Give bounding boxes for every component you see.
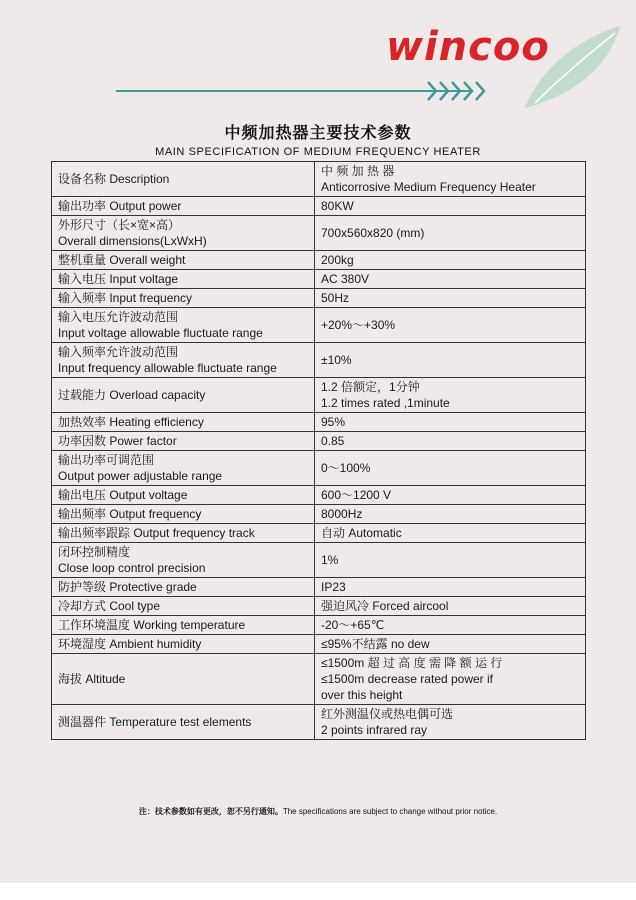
spec-label: 输出电压 Output voltage xyxy=(58,488,188,502)
spec-row xyxy=(52,654,586,705)
spec-label: 输入频率 Input frequency xyxy=(58,291,193,305)
document-title xyxy=(0,120,636,158)
spec-value-cell xyxy=(315,524,586,543)
spec-value: ≤95%不结露 no dew xyxy=(321,637,430,651)
spec-value: 95% xyxy=(321,415,346,429)
spec-row xyxy=(52,308,586,343)
spec-value: 700x560x820 (mm) xyxy=(321,226,425,240)
spec-value-cell xyxy=(315,705,586,740)
spec-value-cell xyxy=(315,616,586,635)
specification-table-body xyxy=(52,162,586,740)
spec-row xyxy=(52,251,586,270)
spec-value: over this height xyxy=(321,688,403,702)
spec-value: 50Hz xyxy=(321,291,350,305)
spec-row xyxy=(52,505,586,524)
spec-value: 1.2 倍额定，1分钟 xyxy=(321,380,420,394)
spec-value-cell xyxy=(315,635,586,654)
spec-value-cell xyxy=(315,378,586,413)
spec-label: 海拔 Altitude xyxy=(58,672,126,686)
spec-value-cell xyxy=(315,197,586,216)
spec-label-cell xyxy=(52,432,315,451)
spec-value: 0.85 xyxy=(321,434,345,448)
spec-label: 输出频率 Output frequency xyxy=(58,507,202,521)
spec-label: 环境湿度 Ambient humidity xyxy=(58,637,202,651)
spec-label-cell xyxy=(52,705,315,740)
spec-value-cell xyxy=(315,432,586,451)
spec-label-cell xyxy=(52,543,315,578)
spec-value: 0～100% xyxy=(321,461,371,475)
spec-label: 冷却方式 Cool type xyxy=(58,599,161,613)
spec-value-cell xyxy=(315,578,586,597)
spec-value-cell xyxy=(315,270,586,289)
spec-value-cell xyxy=(315,216,586,251)
spec-row xyxy=(52,635,586,654)
spec-label-cell xyxy=(52,413,315,432)
spec-row xyxy=(52,486,586,505)
spec-label: 设备名称 Description xyxy=(58,172,170,186)
spec-value-cell xyxy=(315,451,586,486)
spec-label: 功率因数 Power factor xyxy=(58,434,177,448)
spec-row xyxy=(52,543,586,578)
footnote-chinese: 注：技术参数如有更改，恕不另行通知。 xyxy=(138,807,283,816)
spec-value: -20～+65℃ xyxy=(321,618,385,632)
spec-value: 2 points infrared ray xyxy=(321,723,428,737)
spec-row xyxy=(52,524,586,543)
spec-value-cell xyxy=(315,654,586,705)
spec-label: 闭环控制精度 xyxy=(58,545,131,559)
spec-label: 工作环境温度 Working temperature xyxy=(58,618,246,632)
spec-label-cell xyxy=(52,378,315,413)
spec-value-cell xyxy=(315,597,586,616)
spec-value: AC 380V xyxy=(321,272,370,286)
spec-label-cell xyxy=(52,486,315,505)
spec-value: Anticorrosive Medium Frequency Heater xyxy=(321,180,536,194)
brand-logo xyxy=(110,8,630,118)
spec-value: 200kg xyxy=(321,253,354,267)
spec-label: 防护等级 Protective grade xyxy=(58,580,197,594)
spec-label: Close loop control precision xyxy=(58,561,206,575)
spec-row xyxy=(52,343,586,378)
spec-label: 过载能力 Overload capacity xyxy=(58,388,206,402)
spec-value: 600～1200 V xyxy=(321,488,392,502)
spec-row xyxy=(52,162,586,197)
spec-label: 输出频率跟踪 Output frequency track xyxy=(58,526,255,540)
spec-label: Output power adjustable range xyxy=(58,469,223,483)
spec-value-cell xyxy=(315,343,586,378)
spec-label-cell xyxy=(52,597,315,616)
spec-value-cell xyxy=(315,543,586,578)
spec-value: IP23 xyxy=(321,580,346,594)
spec-value: 1% xyxy=(321,553,339,567)
spec-value: +20%～+30% xyxy=(321,318,396,332)
spec-row xyxy=(52,216,586,251)
spec-label: 加热效率 Heating efficiency xyxy=(58,415,204,429)
spec-value-cell xyxy=(315,505,586,524)
footnote xyxy=(0,806,636,817)
spec-value: 中 频 加 热 器 xyxy=(321,164,395,178)
spec-value-cell xyxy=(315,162,586,197)
spec-row xyxy=(52,705,586,740)
spec-value-cell xyxy=(315,413,586,432)
spec-label-cell xyxy=(52,524,315,543)
spec-row xyxy=(52,197,586,216)
spec-value: ≤1500m 超 过 高 度 需 降 额 运 行 xyxy=(321,656,503,670)
footnote-english: The specifications are subject to change without prior notice. xyxy=(282,807,498,816)
spec-value: 8000Hz xyxy=(321,507,363,521)
spec-value-cell xyxy=(315,308,586,343)
spec-label-cell xyxy=(52,216,315,251)
spec-label-cell xyxy=(52,343,315,378)
spec-label-cell xyxy=(52,251,315,270)
spec-label: 输出功率可调范围 xyxy=(58,453,155,467)
spec-label-cell xyxy=(52,616,315,635)
spec-value: 80KW xyxy=(321,199,354,213)
spec-value: ±10% xyxy=(321,353,352,367)
spec-row xyxy=(52,597,586,616)
spec-label: Input frequency allowable fluctuate range xyxy=(58,361,277,375)
title-english: MAIN SPECIFICATION OF MEDIUM FREQUENCY HEATER xyxy=(155,146,481,158)
spec-row xyxy=(52,378,586,413)
spec-label: 输入电压 Input voltage xyxy=(58,272,179,286)
spec-label-cell xyxy=(52,270,315,289)
spec-label: 测温器件 Temperature test elements xyxy=(58,715,252,729)
spec-value: ≤1500m decrease rated power if xyxy=(321,672,494,686)
spec-label-cell xyxy=(52,197,315,216)
spec-value: 红外测温仪或热电偶可选 xyxy=(321,707,454,721)
spec-label: 输入频率允许波动范围 xyxy=(58,345,179,359)
spec-label-cell xyxy=(52,289,315,308)
spec-row xyxy=(52,578,586,597)
spec-label-cell xyxy=(52,451,315,486)
spec-row xyxy=(52,616,586,635)
spec-label-cell xyxy=(52,162,315,197)
spec-label-cell xyxy=(52,505,315,524)
spec-label: 输出功率 Output power xyxy=(58,199,182,213)
spec-label-cell xyxy=(52,308,315,343)
spec-value-cell xyxy=(315,251,586,270)
spec-value-cell xyxy=(315,289,586,308)
logo-graphic-icon xyxy=(110,8,630,118)
specification-table xyxy=(51,161,586,740)
spec-row xyxy=(52,270,586,289)
spec-label: 外形尺寸（长×宽×高） xyxy=(58,218,181,232)
spec-label-cell xyxy=(52,654,315,705)
spec-value: 1.2 times rated ,1minute xyxy=(321,396,450,410)
page-bottom-margin xyxy=(0,883,636,900)
spec-value-cell xyxy=(315,486,586,505)
spec-label: Input voltage allowable fluctuate range xyxy=(58,326,263,340)
spec-label: 输入电压允许波动范围 xyxy=(58,310,179,324)
spec-value: 强迫风冷 Forced aircool xyxy=(321,599,449,613)
spec-row xyxy=(52,451,586,486)
brand-name: wincoo xyxy=(386,24,550,70)
spec-label-cell xyxy=(52,635,315,654)
spec-row xyxy=(52,413,586,432)
spec-row xyxy=(52,289,586,308)
spec-label-cell xyxy=(52,578,315,597)
spec-label: 整机重量 Overall weight xyxy=(58,253,186,267)
title-chinese: 中频加热器主要技术参数 xyxy=(224,123,412,142)
spec-row xyxy=(52,432,586,451)
spec-value: 自动 Automatic xyxy=(321,526,402,540)
spec-label: Overall dimensions(LxWxH) xyxy=(58,234,207,248)
